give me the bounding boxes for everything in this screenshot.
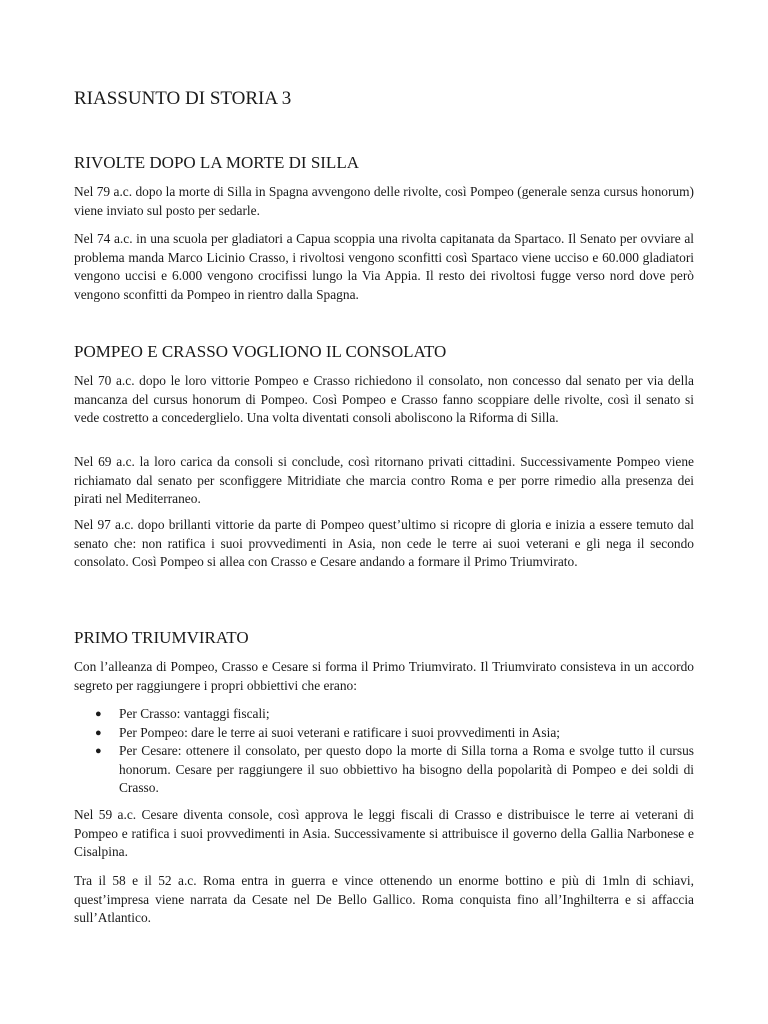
list-item: [74, 724, 694, 743]
paragraph: Nel 70 a.c. dopo le loro vittorie Pompeo e Crasso richiedono il consolato, non concesso dal senato per via della mancanza del cursus honorum di Pompeo. Così Pompeo e Crasso fanno scoppiare delle rivolte, così il senato si vede costretto a concederglielo. Una volta diventati consoli aboliscono la Riforma di Silla.: [74, 373, 694, 425]
bullet-icon: ●: [95, 745, 102, 757]
paragraph: Nel 69 a.c. la loro carica da consoli si conclude, così ritornano privati cittadini. Successivamente Pompeo viene richiamato dal senato per sconfiggere Mitridiate che marcia contro Roma e per porre rimedio alla presenza dei pirati nel Mediterraneo.: [74, 454, 694, 506]
list-item-text: Per Crasso: vantaggi fiscali;: [119, 706, 270, 721]
document-title: RIASSUNTO DI STORIA 3: [74, 88, 292, 109]
paragraph: Nel 79 a.c. dopo la morte di Silla in Spagna avvengono delle rivolte, così Pompeo (generale senza cursus honorum) viene inviato sul posto per sedarle.: [74, 184, 694, 218]
paragraph: Nel 74 a.c. in una scuola per gladiatori a Capua scoppia una rivolta capitanata da Spartaco. Il Senato per ovviare al problema manda Marco Licinio Crasso, i rivoltosi vengono sconfitti così Spartaco viene ucciso e 60.000 gladiatori vengono uccisi e 6.000 vengono crocifissi lungo la Via Appia. Il resto dei rivoltosi fugge verso nord dove però vengono sconfitti da Pompeo in rientro dalla Spagna.: [74, 231, 694, 302]
list-item-text: Per Pompeo: dare le terre ai suoi veterani e ratificare i suoi provvedimenti in Asia;: [119, 724, 561, 740]
list-item: [74, 742, 694, 798]
bullet-icon: ●: [95, 708, 102, 720]
paragraph: Nel 97 a.c. dopo brillanti vittorie da parte di Pompeo quest’ultimo si ricopre di gloria e inizia a essere temuto dal senato che: non ratifica i suoi provvedimenti in Asia, non cede le terre ai suoi veterani e gli nega il secondo consolato. Così Pompeo si allea con Crasso e Cesare andando a formare il Primo Triumvirato.: [74, 517, 694, 569]
section-heading-consolato: POMPEO E CRASSO VOGLIONO IL CONSOLATO: [74, 342, 447, 361]
list-item: [74, 705, 694, 724]
section-heading-triumvirato: PRIMO TRIUMVIRATO: [74, 628, 249, 647]
objectives-list: [74, 705, 694, 798]
paragraph: Tra il 58 e il 52 a.c. Roma entra in guerra e vince ottenendo un enorme bottino e più di 1mln di schiavi, quest’impresa viene narrata da Cesate nel De Bello Gallico. Roma conquista fino all’Inghilterra e si affaccia sull’Atlantico.: [74, 873, 694, 925]
section-heading-rivolte: RIVOLTE DOPO LA MORTE DI SILLA: [74, 153, 359, 172]
bullet-icon: ●: [95, 726, 102, 739]
paragraph: Con l’alleanza di Pompeo, Crasso e Cesare si forma il Primo Triumvirato. Il Triumvirato consisteva in un accordo segreto per raggiungere i propri obbiettivi che erano:: [74, 659, 694, 693]
paragraph: Nel 59 a.c. Cesare diventa console, così approva le leggi fiscali di Crasso e distribuisce le terre ai veterani di Pompeo e ratifica i suoi provvedimenti in Asia. Successivamente si attribuisce il governo della Gallia Narbonese e Cisalpina.: [74, 807, 694, 859]
list-item-text: Per Cesare: ottenere il consolato, per questo dopo la morte di Silla torna a Roma e svolge tutto il cursus honorum. Cesare per raggiungere il suo obbiettivo ha bisogno della popolarità di Pompeo e dei soldi di Crasso.: [119, 743, 694, 795]
